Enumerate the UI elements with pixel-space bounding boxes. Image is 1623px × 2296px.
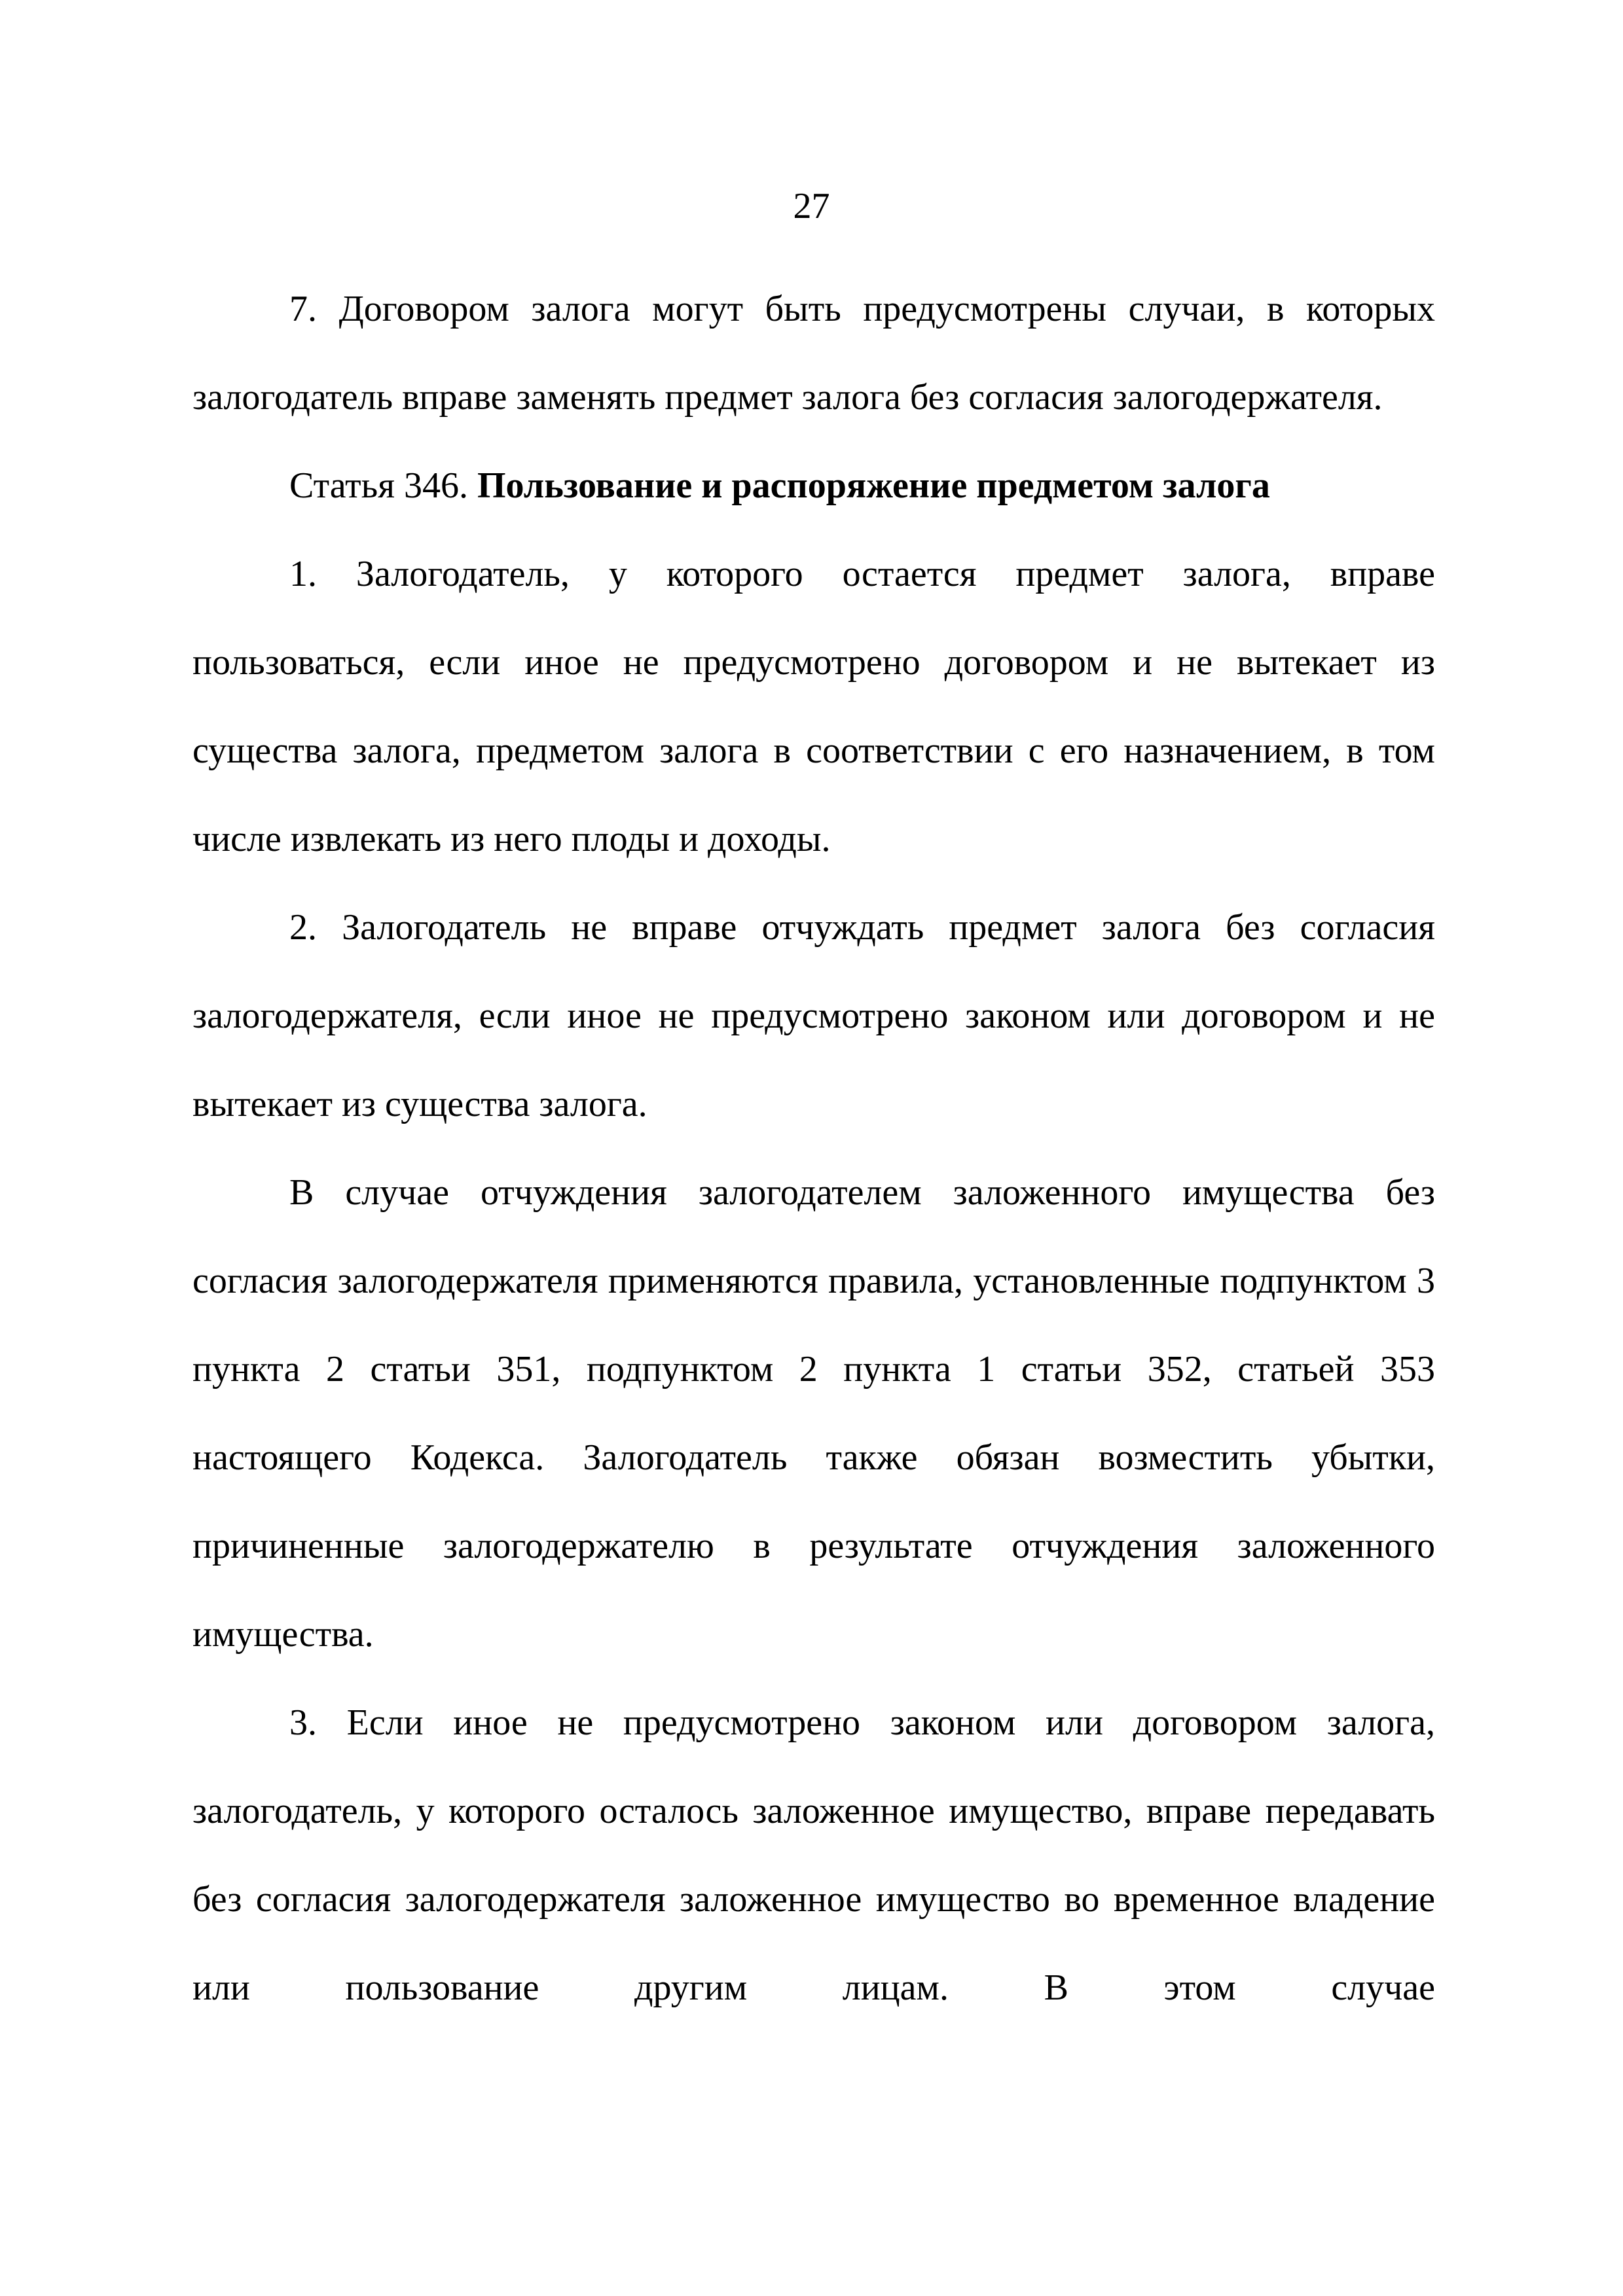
article-heading — [192, 442, 1435, 530]
paragraph-1: 1. Залогодатель, у которого остается предмет залога, вправе пользоваться, если иное не предусмотрено договором и не вытекает из существа залога, предметом залога в соответствии с его назначением, в том числе извлекать из него плоды и доходы. — [192, 554, 1435, 859]
article-number: Статья 346. — [289, 465, 468, 506]
document-body — [192, 265, 1435, 2032]
paragraph-2: 2. Залогодатель не вправе отчуждать предмет залога без согласия залогодержателя, если иное не предусмотрено законом или договором и не вытекает из существа залога. — [192, 907, 1435, 1124]
page-number: 27 — [793, 186, 830, 226]
paragraph-3: 3. Если иное не предусмотрено законом или договором залога, залогодатель, у которого осталось заложенное имущество, вправе передавать без согласия залогодержателя заложенное имущество во временное владение или пользование другим лицам. В этом случае — [192, 1702, 1435, 2008]
paragraph-alienation: В случае отчуждения залогодателем заложенного имущества без согласия залогодержателя применяются правила, установленные подпунктом 3 пункта 2 статьи 351, подпунктом 2 пункта 1 статьи 352, статьей 353 настоящего Кодекса. Залогодатель также обязан возместить убытки, причиненные залогодержателю в результате отчуждения заложенного имущества. — [192, 1172, 1435, 1655]
paragraph-7: 7. Договором залога могут быть предусмотрены случаи, в которых залогодатель вправе заменять предмет залога без согласия залогодержателя. — [192, 289, 1435, 418]
article-title: Пользование и распоряжение предметом залога — [477, 465, 1270, 506]
